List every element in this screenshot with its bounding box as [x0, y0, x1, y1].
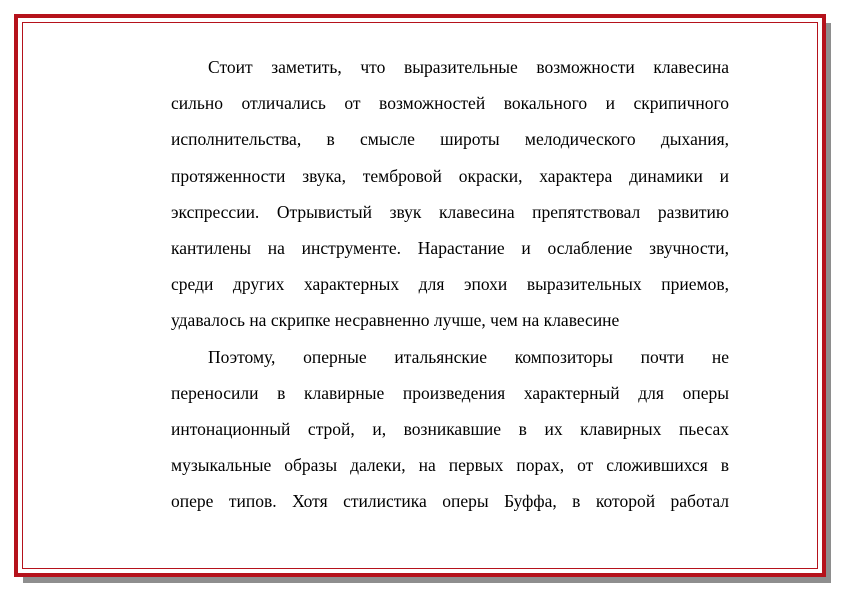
text-line: интонационный строй, и, возникавшие в их клавирных пьесах [171, 418, 729, 439]
text-line: протяженности звука, тембровой окраски, характера динамики и [171, 165, 729, 186]
text-line: среди других характерных для эпохи выразительных приемов, [171, 274, 729, 295]
text-line: опере типов. Хотя стилистика оперы Буффа, в которой работал [171, 491, 729, 512]
text-line: переносили в клавирные произведения характерный для оперы [171, 382, 729, 403]
text-line: исполнительства, в смысле широты мелодического дыхания, [171, 129, 729, 150]
text-line: сильно отличались от возможностей вокального и скрипичного [171, 93, 729, 114]
text-line: удавалось на скрипке несравненно лучше, чем на клавесине [171, 310, 620, 331]
text-line: экспрессии. Отрывистый звук клавесина препятствовал развитию [171, 201, 729, 222]
text-line: Поэтому, оперные итальянские композиторы почти не [208, 346, 729, 367]
text-line: музыкальные образы далеки, на первых порах, от сложившихся в [171, 455, 729, 476]
text-line: кантилены на инструменте. Нарастание и ослабление звучности, [171, 237, 729, 258]
document-text [171, 49, 729, 519]
paragraph-1 [171, 49, 729, 339]
paragraph-2 [171, 339, 729, 520]
text-line: Стоит заметить, что выразительные возможности клавесина [208, 57, 729, 77]
